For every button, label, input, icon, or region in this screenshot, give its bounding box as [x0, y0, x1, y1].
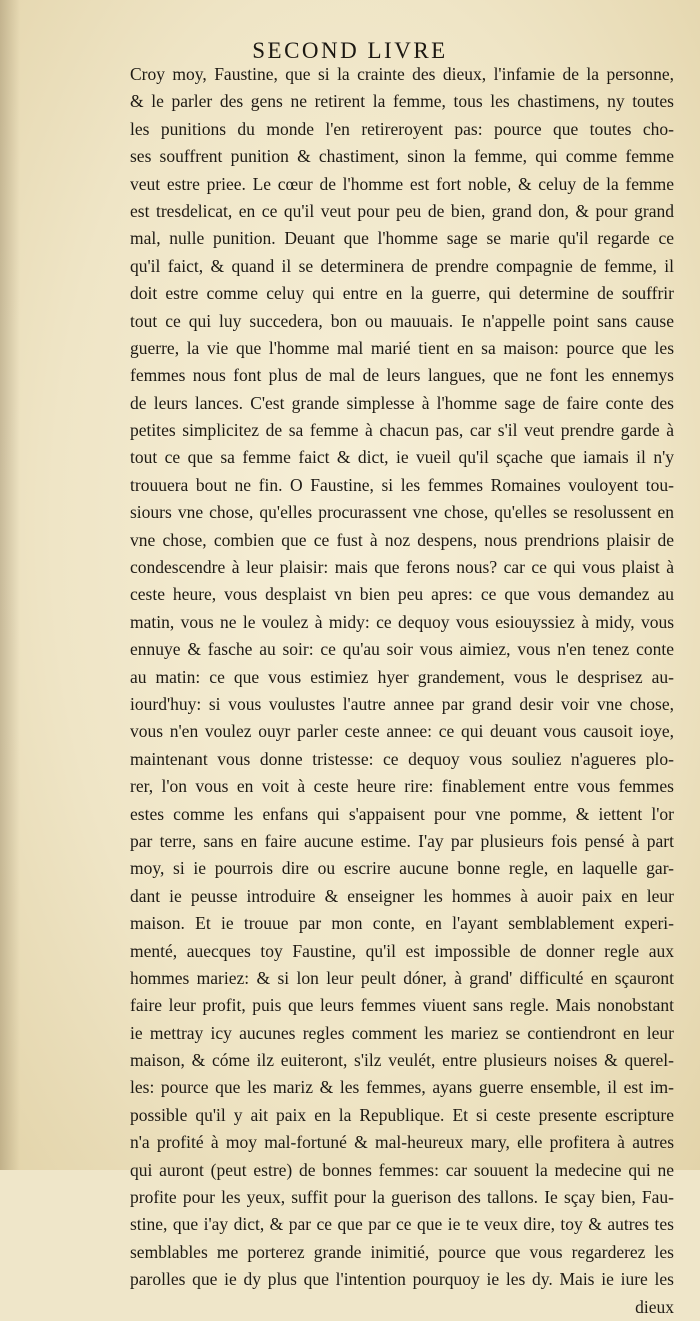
body-text [130, 61, 674, 1321]
text-line: est tresdelicat, en ce qu'il veut pour peu de bien, grand don, & pour grand [130, 200, 674, 221]
text-line: faire leur profit, puis que leurs femmes viuent sans regle. Mais nonobstant [130, 995, 674, 1016]
text-line: parolles que ie dy plus que l'intention pourquoy ie les dy. Mais ie iure les [130, 1269, 674, 1290]
text-line: ennuye & fasche au soir: ce qu'au soir vous aimiez, vous n'en tenez conte [130, 639, 674, 660]
text-line: n'a profité à moy mal-fortuné & mal-heureux mary, elle profitera à autres [130, 1132, 674, 1153]
text-line: ses souffrent punition & chastiment, sinon la femme, qui comme femme [130, 146, 674, 167]
text-line: les punitions du monde l'en retireroyent pas: pource que toutes cho- [130, 118, 674, 139]
text-line: vous n'en voulez ouyr parler ceste annee: ce qui deuant vous causoit ioye, [130, 721, 674, 742]
text-line: guerre, la vie que l'homme mal marié tient en sa maison: pource que les [130, 337, 674, 358]
text-line: vne chose, combien que ce fust à noz despens, nous prendrions plaisir de [130, 529, 674, 550]
text-line: ceste heure, vous desplaist vn bien peu apres: ce que vous demandez au [130, 584, 674, 605]
text-line: doit estre comme celuy qui entre en la guerre, qui determine de souffrir [130, 283, 674, 304]
text-line: maintenant vous donne tristesse: ce dequoy vous souliez n'agueres plo- [130, 748, 674, 769]
text-line: possible qu'il y ait paix en la Republique. Et si ceste presente escripture [130, 1104, 674, 1125]
text-line: maison, & cóme ilz euiteront, s'ilz veulét, entre plusieurs noises & querel- [130, 1050, 674, 1071]
text-line: stine, que i'ay dict, & par ce que par ce que ie te veux dire, toy & autres tes [130, 1214, 674, 1235]
text-line: iourd'huy: si vous voulustes l'autre annee par grand desir voir vne chose, [130, 693, 674, 714]
text-line: par terre, sans en faire aucune estime. I'ay par plusieurs fois pensé à part [130, 830, 674, 851]
text-line: petites simplicitez de sa femme à chacun pas, car s'il veut prendre garde à [130, 420, 674, 441]
text-line: mal, nulle punition. Deuant que l'homme sage se marie qu'il regarde ce [130, 228, 674, 249]
text-line: hommes mariez: & si lon leur peult dóner, à grand' difficulté en sçauront [130, 967, 674, 988]
text-line: qui auront (peut estre) de bonnes femmes: car souuent la medecine qui ne [130, 1159, 674, 1180]
text-line: siours vne chose, qu'elles procurassent vne chose, qu'elles se resolussent en [130, 502, 674, 523]
text-line: femmes nous font plus de mal de leurs langues, que ne font les ennemys [130, 365, 674, 386]
text-line: au matin: ce que vous estimiez hyer grandement, vous le desprisez au- [130, 666, 674, 687]
text-line: qu'il faict, & quand il se determinera de prendre compagnie de femme, il [130, 255, 674, 276]
text-line: de leurs lances. C'est grande simplesse à l'homme sage de faire conte des [130, 392, 674, 413]
text-line: semblables me porterez grande inimitié, pource que vous regarderez les [130, 1241, 674, 1262]
text-line: estes comme les enfans qui s'appaisent pour vne pomme, & iettent l'or [130, 803, 674, 824]
text-line: tout ce que sa femme faict & dict, ie vueil qu'il sçache que iamais il n'y [130, 447, 674, 468]
text-line: dant ie peusse introduire & enseigner les hommes à auoir paix en leur [130, 885, 674, 906]
gutter-shadow [0, 0, 20, 1170]
text-line: menté, auecques toy Faustine, qu'il est impossible de donner regle aux [130, 940, 674, 961]
text-line: tout ce qui luy succedera, bon ou mauuais. Ie n'appelle point sans cause [130, 310, 674, 331]
text-line: matin, vous ne le voulez à midy: ce dequoy vous esiouyssiez à midy, vous [130, 611, 674, 632]
catchword: dieux [635, 1296, 674, 1317]
text-line: profite pour les yeux, suffit pour la guerison des tallons. Ie sçay bien, Fau- [130, 1187, 674, 1208]
text-line: maison. Et ie trouue par mon conte, en l'ayant semblablement experi- [130, 913, 674, 934]
text-line: moy, si ie pourrois dire ou escrire aucune bonne regle, en laquelle gar- [130, 858, 674, 879]
text-line: ie mettray icy aucunes regles comment les mariez se contiendront en leur [130, 1022, 674, 1043]
text-line: Croy moy, Faustine, que si la crainte des dieux, l'infamie de la personne, [130, 64, 674, 84]
text-line: rer, l'on vous en voit à ceste heure rire: finablement entre vous femmes [130, 776, 674, 797]
text-line: veut estre priee. Le cœur de l'homme est fort noble, & celuy de la femme [130, 173, 674, 194]
text-line: condescendre à leur plaisir: mais que ferons nous? car ce qui vous plaist à [130, 557, 674, 578]
text-line: trouuera bout ne fin. O Faustine, si les femmes Romaines vouloyent tou- [130, 474, 674, 495]
text-line: & le parler des gens ne retirent la femme, tous les chastimens, ny toutes [130, 91, 674, 112]
running-head: SECOND LIVRE [252, 38, 448, 63]
text-line: les: pource que les mariz & les femmes, ayans guerre ensemble, il est im- [130, 1077, 674, 1098]
